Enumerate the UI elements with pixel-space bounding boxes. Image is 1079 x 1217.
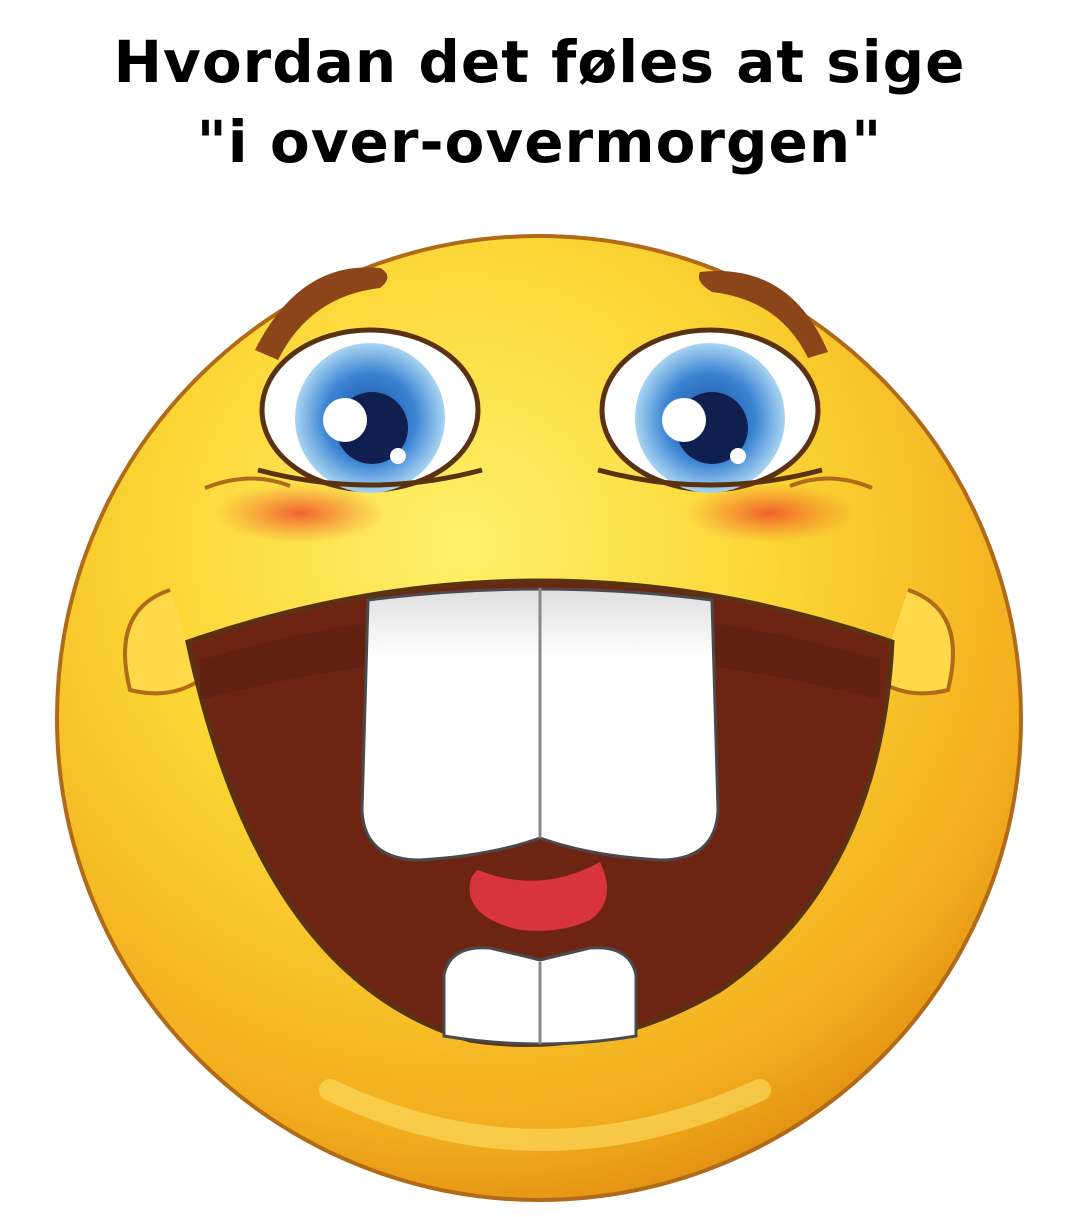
- left-blush: [215, 483, 385, 543]
- caption-line-1: Hvordan det føles at sige: [113, 28, 966, 96]
- lower-teeth: [444, 948, 636, 1044]
- right-blush: [685, 483, 855, 543]
- upper-teeth: [362, 588, 718, 860]
- caption-line-2: "i over-overmorgen": [196, 108, 883, 176]
